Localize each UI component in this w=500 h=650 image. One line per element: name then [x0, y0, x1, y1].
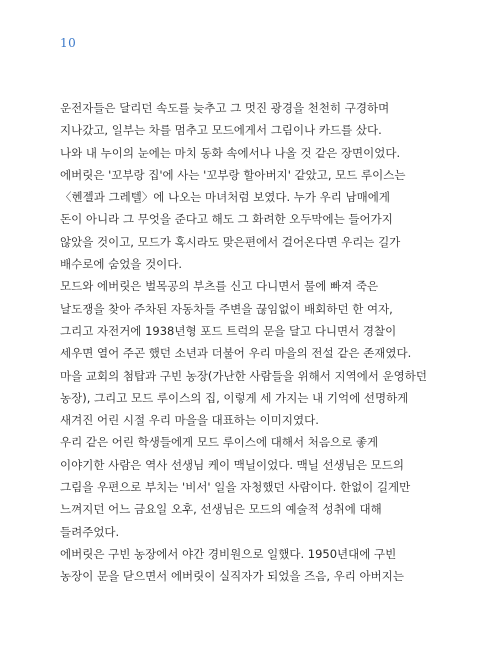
- text-line: 새겨진 어린 시절 우리 마을을 대표하는 이미지였다.: [60, 413, 319, 428]
- text-line: 에버릿은 '꼬부랑 집'에 사는 '꼬부랑 할아버지' 같았고, 모드 루이스는: [60, 167, 406, 182]
- text-line: 들려주었다.: [60, 524, 120, 539]
- text-line: 나와 내 누이의 눈에는 마치 동화 속에서나 나올 것 같은 장면이었다.: [60, 145, 401, 160]
- text-line: 지나갔고, 일부는 차를 멈추고 모드에게서 그림이나 카드를 샀다.: [60, 123, 382, 138]
- text-line: 세우면 열어 주곤 했던 소년과 더불어 우리 마을의 전설 같은 존재였다.: [60, 346, 412, 361]
- text-line: 마을 교회의 첨탑과 구빈 농장(가난한 사람들을 위해서 지역에서 운영하던: [60, 368, 427, 383]
- text-line: 배수로에 숨었을 것이다.: [60, 257, 183, 272]
- text-line: 날도쟁을 찾아 주차된 자동차들 주변을 끊임없이 배회하던 한 여자,: [60, 301, 393, 316]
- text-line: 모드와 에버릿은 벌목공의 부츠를 신고 다니면서 물에 빠져 죽은: [60, 279, 379, 294]
- text-line: 우리 같은 어린 학생들에게 모드 루이스에 대해서 처음으로 좋게: [60, 435, 379, 450]
- text-line: 운전자들은 달리던 속도를 늦추고 그 멋진 광경을 천천히 구경하며: [60, 101, 390, 115]
- text-line: 〈헨젤과 그레텔〉에 나오는 마녀처럼 보였다. 누가 우리 남매에게: [60, 190, 390, 205]
- text-line: 그림을 우편으로 부치는 '비서' 일을 자청했던 사람이다. 한없이 길게만: [60, 480, 411, 495]
- body-text: [60, 97, 440, 588]
- text-line: 그리고 자전거에 1938년형 포드 트럭의 문을 달고 다니면서 경찰이: [60, 323, 397, 338]
- text-line: 농장), 그리고 모드 루이스의 집, 이렇게 세 가지는 내 기억에 선명하게: [60, 390, 409, 405]
- text-line: 돈이 아니라 그 무엇을 준다고 해도 그 화려한 오두막에는 들어가지: [60, 212, 393, 227]
- text-line: 에버릿은 구빈 농장에서 야간 경비원으로 일했다. 1950년대에 구빈: [60, 546, 397, 561]
- page-number: 10: [60, 36, 77, 50]
- text-line: 않았을 것이고, 모드가 혹시라도 맞은편에서 걸어온다면 우리는 길가: [60, 234, 401, 249]
- text-line: 이야기한 사람은 역사 선생님 케이 맥닐이었다. 맥닐 선생님은 모드의: [60, 457, 404, 472]
- text-line: 느껴지던 어느 금요일 오후, 선생님은 모드의 예술적 성취에 대해: [60, 502, 382, 517]
- text-line: 농장이 문을 닫으면서 에버릿이 실직자가 되었을 즈음, 우리 아버지는: [60, 569, 404, 584]
